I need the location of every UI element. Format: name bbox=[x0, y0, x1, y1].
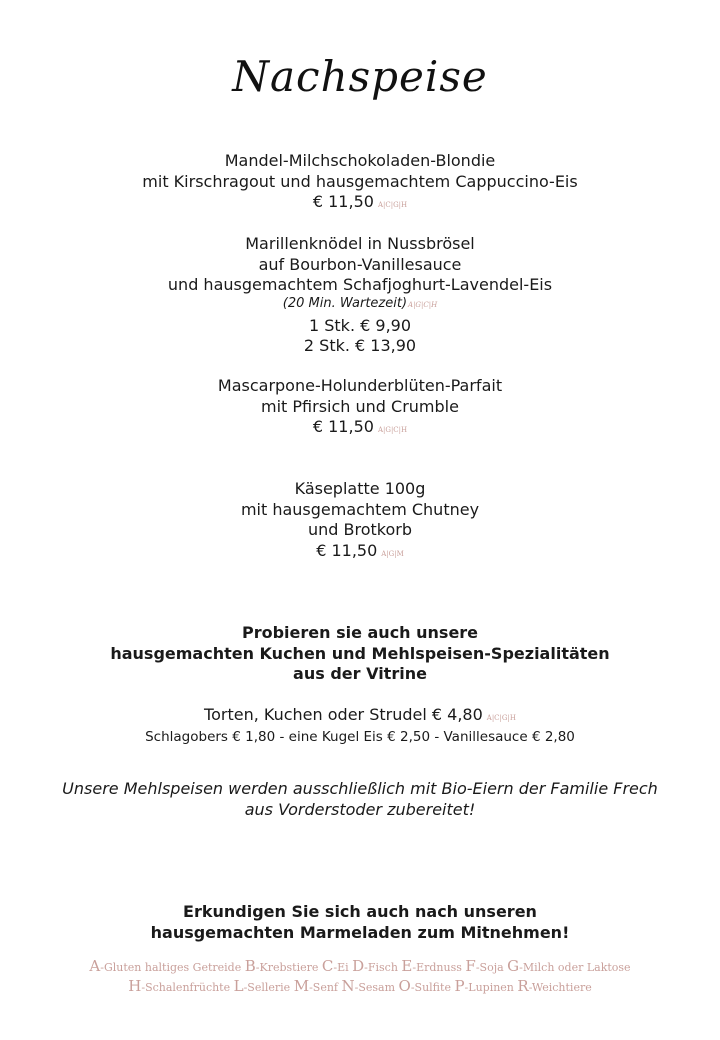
dish-price: € 11,50 bbox=[312, 192, 374, 211]
dish-blondie bbox=[0, 151, 720, 216]
dish-price-line bbox=[0, 417, 720, 441]
legend-entry: A-Gluten haltiges Getreide bbox=[89, 957, 242, 975]
eggs-note bbox=[0, 779, 720, 820]
dish-description: mit Kirschragout und hausgemachtem Cappuccino-Eis bbox=[142, 171, 578, 191]
dish-marillenknoedel bbox=[0, 234, 720, 357]
extras-price-line: Schlagobers € 1,80 - eine Kugel Eis € 2,50 - Vanillesauce € 2,80 bbox=[145, 729, 575, 745]
jam-note-line: hausgemachten Marmeladen zum Mitnehmen! bbox=[150, 922, 570, 942]
legend-entry: E-Erdnuss bbox=[401, 957, 462, 975]
jam-note-line: Erkundigen Sie sich auch nach unseren bbox=[183, 902, 537, 921]
allergen-codes: A|C|G|H bbox=[486, 714, 516, 722]
legend-entry: B-Krebstiere bbox=[244, 957, 319, 975]
dish-kaeseplatte bbox=[0, 479, 720, 564]
legend-entry: C-Ei bbox=[321, 957, 349, 975]
legend-entry: P-Lupinen bbox=[454, 977, 514, 995]
cake-prices bbox=[0, 705, 720, 746]
legend-row bbox=[0, 957, 720, 977]
dish-price-double: 2 Stk. € 13,90 bbox=[303, 336, 417, 355]
legend-row bbox=[0, 977, 720, 997]
promo-line: aus der Vitrine bbox=[293, 664, 427, 683]
eggs-note-line: Unsere Mehlspeisen werden ausschließlich mit Bio-Eiern der Familie Frech bbox=[62, 779, 658, 798]
legend-entry: G-Milch oder Laktose bbox=[507, 957, 631, 975]
dish-price-single: 1 Stk. € 9,90 bbox=[308, 315, 412, 335]
dish-name: Mandel-Milchschokoladen-Blondie bbox=[224, 151, 496, 170]
cake-promo bbox=[0, 623, 720, 685]
dish-description: und Brotkorb bbox=[307, 520, 412, 539]
dish-description: mit Pfirsich und Crumble bbox=[261, 396, 459, 416]
wait-time-text: (20 Min. Wartezeit) bbox=[282, 295, 408, 311]
eggs-note-line: aus Vorderstoder zubereitet! bbox=[244, 799, 476, 819]
legend-entry: N-Sesam bbox=[341, 977, 396, 995]
cake-price: Torten, Kuchen oder Strudel € 4,80 bbox=[204, 705, 483, 724]
dish-price: € 11,50 bbox=[316, 540, 378, 560]
allergen-codes: A|G|C|H bbox=[408, 300, 438, 309]
cake-price-line bbox=[0, 705, 720, 728]
allergen-codes: A|G|C|H bbox=[377, 426, 408, 434]
legend-entry: L-Sellerie bbox=[233, 977, 291, 995]
wait-time-note bbox=[0, 296, 720, 313]
allergen-legend bbox=[0, 957, 720, 997]
legend-entry: O-Sulfite bbox=[398, 977, 451, 995]
dish-description: auf Bourbon-Vanillesauce bbox=[258, 254, 462, 274]
legend-entry: H-Schalenfrüchte bbox=[128, 977, 231, 995]
dish-name: Marillenknödel in Nussbrösel bbox=[245, 234, 475, 253]
allergen-codes: A|G|M bbox=[381, 549, 404, 558]
dish-price: € 11,50 bbox=[312, 417, 374, 436]
dish-description: und hausgemachtem Schafjoghurt-Lavendel-Eis bbox=[167, 275, 553, 294]
dish-price-line bbox=[0, 541, 720, 565]
legend-entry: F-Soja bbox=[465, 957, 504, 975]
dish-name: Käseplatte 100g bbox=[294, 479, 426, 498]
allergen-codes: A|C|G|H bbox=[377, 201, 408, 209]
jam-note bbox=[0, 902, 720, 943]
promo-line: hausgemachten Kuchen und Mehlspeisen-Spezialitäten bbox=[110, 643, 610, 663]
dish-description: mit hausgemachtem Chutney bbox=[240, 499, 480, 519]
dish-name: Mascarpone-Holunderblüten-Parfait bbox=[217, 376, 503, 395]
legend-entry: R-Weichtiere bbox=[517, 977, 592, 995]
dish-parfait bbox=[0, 376, 720, 441]
dish-price-line bbox=[0, 192, 720, 216]
legend-entry: M-Senf bbox=[293, 977, 338, 995]
page-title: Nachspeise bbox=[232, 52, 488, 101]
promo-line: Probieren sie auch unsere bbox=[241, 623, 479, 642]
legend-entry: D-Fisch bbox=[352, 957, 398, 975]
